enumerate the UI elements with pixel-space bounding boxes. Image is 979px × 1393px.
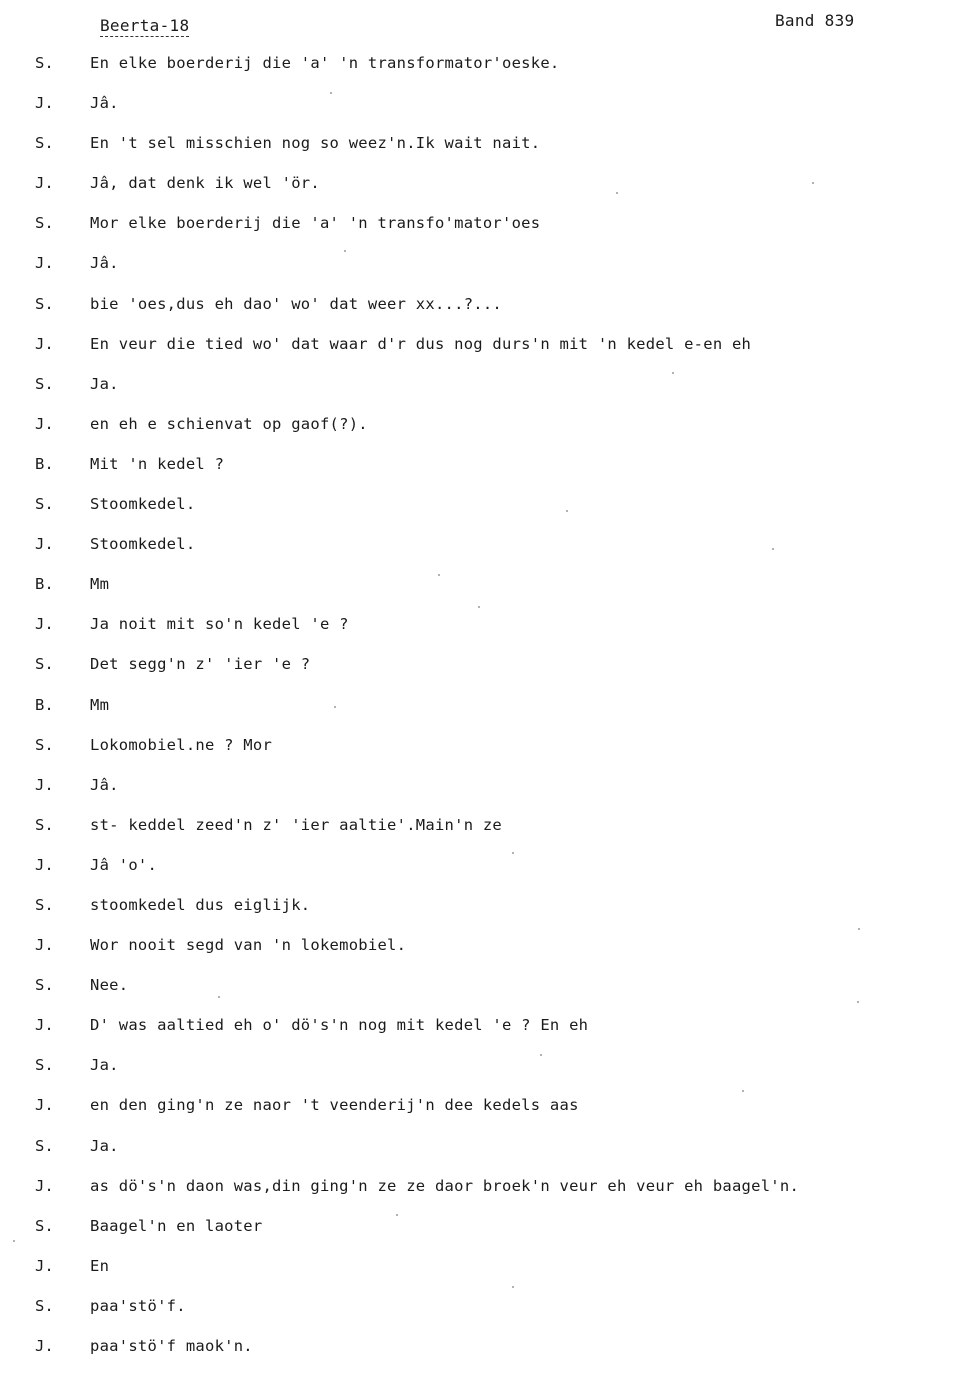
speaker-label: J. xyxy=(35,936,54,955)
utterance-text: Stoomkedel. xyxy=(90,535,196,554)
transcript-line xyxy=(0,495,979,535)
transcript-line xyxy=(0,936,979,976)
speaker-label: J. xyxy=(35,174,54,193)
scan-speck xyxy=(13,1240,15,1242)
transcript-line xyxy=(0,295,979,335)
speaker-label: J. xyxy=(35,94,54,113)
utterance-text: bie 'oes,dus eh dao' wo' dat weer xx...?... xyxy=(90,294,503,313)
transcript-line xyxy=(0,415,979,455)
scan-speck xyxy=(512,852,514,854)
transcript-line xyxy=(0,1177,979,1217)
utterance-text: En xyxy=(90,1256,110,1275)
transcript-line xyxy=(0,696,979,736)
utterance-text: Ja. xyxy=(90,1136,119,1155)
transcript-line xyxy=(0,174,979,214)
scan-speck xyxy=(742,1090,744,1092)
speaker-label: B. xyxy=(35,695,54,714)
scan-speck xyxy=(772,548,774,550)
speaker-label: S. xyxy=(35,735,54,754)
speaker-label: S. xyxy=(35,1216,54,1235)
speaker-label: J. xyxy=(35,855,54,874)
utterance-text: Ja noit mit so'n kedel 'e ? xyxy=(90,615,349,634)
transcript-line xyxy=(0,54,979,94)
transcript-line xyxy=(0,1217,979,1257)
speaker-label: S. xyxy=(35,655,54,674)
speaker-label: S. xyxy=(35,1136,54,1155)
utterance-text: Wor nooit segd van 'n lokemobiel. xyxy=(90,936,407,955)
transcript-line xyxy=(0,655,979,695)
scan-speck xyxy=(616,192,618,194)
utterance-text: Ja. xyxy=(90,374,119,393)
transcript-line xyxy=(0,575,979,615)
transcript-line xyxy=(0,214,979,254)
transcript-line xyxy=(0,1297,979,1337)
utterance-text: Jâ, dat denk ik wel 'ör. xyxy=(90,174,320,193)
scan-speck xyxy=(512,1286,514,1288)
utterance-text: stoomkedel dus eiglijk. xyxy=(90,895,311,914)
utterance-text: Baagel'n en laoter xyxy=(90,1216,263,1235)
scan-speck xyxy=(344,250,346,252)
transcript-line xyxy=(0,535,979,575)
transcript-line xyxy=(0,856,979,896)
page-header-band-number: Band 839 xyxy=(775,11,855,30)
utterance-text: Lokomobiel.ne ? Mor xyxy=(90,735,273,754)
transcript-lines xyxy=(0,54,979,1377)
utterance-text: Ja. xyxy=(90,1056,119,1075)
scan-speck xyxy=(566,510,568,512)
utterance-text: st- keddel zeed'n z' 'ier aaltie'.Main'n ze xyxy=(90,815,503,834)
transcript-line xyxy=(0,134,979,174)
utterance-text: Mm xyxy=(90,695,110,714)
transcript-line xyxy=(0,1016,979,1056)
speaker-label: J. xyxy=(35,775,54,794)
speaker-label: J. xyxy=(35,1256,54,1275)
transcript-line xyxy=(0,615,979,655)
transcript-line xyxy=(0,1337,979,1377)
speaker-label: J. xyxy=(35,1016,54,1035)
utterance-text: paa'stö'f. xyxy=(90,1296,186,1315)
speaker-label: S. xyxy=(35,1296,54,1315)
transcript-line xyxy=(0,94,979,134)
utterance-text: En elke boerderij die 'a' 'n transformator'oeske. xyxy=(90,54,560,72)
transcript-line xyxy=(0,1257,979,1297)
speaker-label: S. xyxy=(35,495,54,514)
speaker-label: J. xyxy=(35,1096,54,1115)
speaker-label: J. xyxy=(35,334,54,353)
scan-speck xyxy=(672,372,674,374)
scan-speck xyxy=(438,574,440,576)
utterance-text: Stoomkedel. xyxy=(90,495,196,514)
transcript-line xyxy=(0,776,979,816)
scan-speck xyxy=(330,92,332,94)
speaker-label: J. xyxy=(35,615,54,634)
utterance-text: en den ging'n ze naor 't veenderij'n dee kedels aas xyxy=(90,1096,579,1115)
transcript-line xyxy=(0,375,979,415)
speaker-label: J. xyxy=(35,254,54,273)
utterance-text: Jâ. xyxy=(90,775,119,794)
utterance-text: En veur die tied wo' dat waar d'r dus nog durs'n mit 'n kedel e-en eh xyxy=(90,334,752,353)
page-header-title: Beerta-18 xyxy=(100,16,190,35)
speaker-label: J. xyxy=(35,535,54,554)
utterance-text: En 't sel misschien nog so weez'n.Ik wait nait. xyxy=(90,134,541,153)
speaker-label: J. xyxy=(35,1337,54,1355)
scan-speck xyxy=(812,182,814,184)
utterance-text: Jâ. xyxy=(90,254,119,273)
transcript-line xyxy=(0,896,979,936)
transcript-line xyxy=(0,816,979,856)
scan-speck xyxy=(858,928,860,930)
speaker-label: S. xyxy=(35,976,54,995)
scan-speck xyxy=(334,706,336,708)
speaker-label: B. xyxy=(35,454,54,473)
scan-speck xyxy=(478,606,480,608)
utterance-text: paa'stö'f maok'n. xyxy=(90,1337,253,1355)
utterance-text: Mm xyxy=(90,575,110,594)
speaker-label: S. xyxy=(35,1056,54,1075)
utterance-text: en eh e schienvat op gaof(?). xyxy=(90,414,368,433)
transcript-line xyxy=(0,976,979,1016)
utterance-text: Det segg'n z' 'ier 'e ? xyxy=(90,655,311,674)
transcript-line xyxy=(0,455,979,495)
utterance-text: Jâ 'o'. xyxy=(90,855,158,874)
scan-speck xyxy=(396,1214,398,1216)
transcript-line xyxy=(0,254,979,294)
speaker-label: S. xyxy=(35,134,54,153)
speaker-label: S. xyxy=(35,374,54,393)
scan-speck xyxy=(857,1001,859,1003)
scan-speck xyxy=(540,1054,542,1056)
speaker-label: J. xyxy=(35,1176,54,1195)
utterance-text: Jâ. xyxy=(90,94,119,113)
utterance-text: D' was aaltied eh o' dö's'n nog mit kedel 'e ? En eh xyxy=(90,1016,589,1035)
transcript-line xyxy=(0,736,979,776)
speaker-label: S. xyxy=(35,895,54,914)
speaker-label: S. xyxy=(35,54,54,72)
speaker-label: J. xyxy=(35,414,54,433)
speaker-label: S. xyxy=(35,294,54,313)
speaker-label: B. xyxy=(35,575,54,594)
transcript-line xyxy=(0,335,979,375)
speaker-label: S. xyxy=(35,214,54,233)
utterance-text: as dö's'n daon was,din ging'n ze ze daor broek'n veur eh veur eh baagel'n. xyxy=(90,1176,800,1195)
speaker-label: S. xyxy=(35,815,54,834)
transcript-line xyxy=(0,1137,979,1177)
transcript-line xyxy=(0,1056,979,1096)
transcript-line xyxy=(0,1096,979,1136)
scan-speck xyxy=(218,996,220,998)
utterance-text: Mit 'n kedel ? xyxy=(90,454,225,473)
utterance-text: Mor elke boerderij die 'a' 'n transfo'mator'oes xyxy=(90,214,541,233)
utterance-text: Nee. xyxy=(90,976,129,995)
